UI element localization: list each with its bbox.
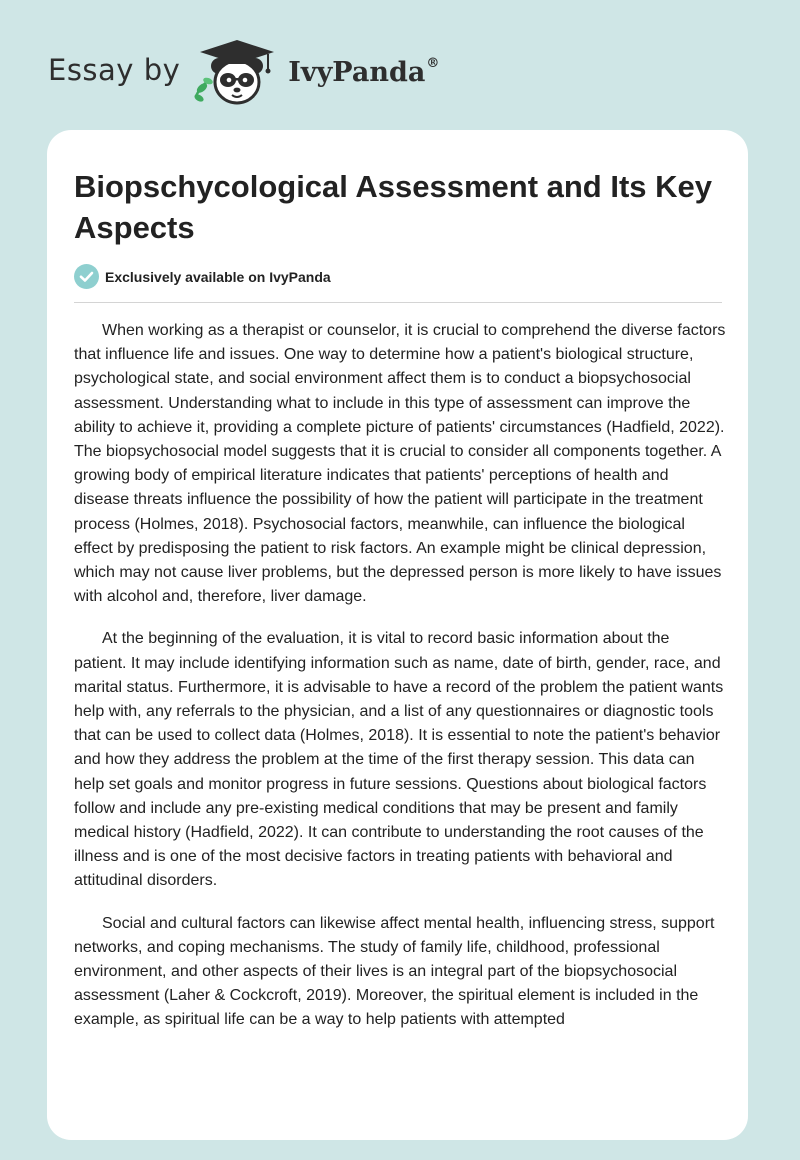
paragraph: Social and cultural factors can likewise affect mental health, influencing stress, support networks, and coping mechanisms. The study of family life, childhood, professional environment, and other aspects of their lives is an integral part of the biopsychosocial assessment (Laher & Cockcroft, 2019). Moreover, the spiritual element is included in the example, as spiritual life can be a way to help patients with attempted [74, 914, 715, 1029]
registered-mark: ® [426, 55, 440, 71]
exclusive-badge [74, 264, 331, 289]
exclusive-badge-label: Exclusively available on IvyPanda [105, 268, 331, 285]
check-circle-icon [74, 264, 99, 289]
essay-body [74, 319, 726, 1051]
page-title: Biopschycological Assessment and Its Key Aspects [74, 169, 713, 245]
essay-card [47, 130, 748, 1140]
divider [74, 302, 722, 303]
panda-graduation-cap-icon[interactable] [192, 36, 284, 108]
paragraph: When working as a therapist or counselor, it is crucial to comprehend the diverse factors that influence life and issues. One way to determine how a patient's biological structure, psychological state, and social environment affect them is to conduct a biopsychosocial assessment. Understanding what to include in this type of assessment can improve the ability to achieve it, providing a complete picture of patients' circumstances (Hadfield, 2022). The biopsychosocial model suggests that it is crucial to consider all components together. A growing body of empirical literature indicates that patients' perceptions of health and disease threats influence the possibility of how the patient will participate in the treatment process (Holmes, 2018). Psychosocial factors, meanwhile, can influence the biological effect by predisposing the patient to risk factors. An example might be clinical depression, which may not cause liver problems, but the depressed person is more likely to have issues with alcohol and, therefore, liver damage. [74, 322, 726, 606]
brand-name[interactable]: IvyPanda® [288, 55, 440, 88]
paragraph: At the beginning of the evaluation, it is vital to record basic information about the patient. It may include identifying information such as name, date of birth, gender, race, and marital status. Furthermore, it is advisable to have a record of the problem the patient wants help with, any referrals to the physician, and a list of any questionnaires or diagnostic tools that can be used to collect data (Holmes, 2018). It is essential to note the patient's behavior and how they address the problem at the time of the first therapy session. This data can help set goals and monitor progress in future sessions. Questions about biological factors follow and include any pre-existing medical conditions that may be present and family medical history (Hadfield, 2022). It can contribute to understanding the root causes of the illness and is one of the most decisive factors in treating patients with behavioral and attitudinal disorders. [74, 630, 724, 890]
essay-by-label: Essay by [48, 53, 181, 87]
site-header [48, 36, 439, 108]
